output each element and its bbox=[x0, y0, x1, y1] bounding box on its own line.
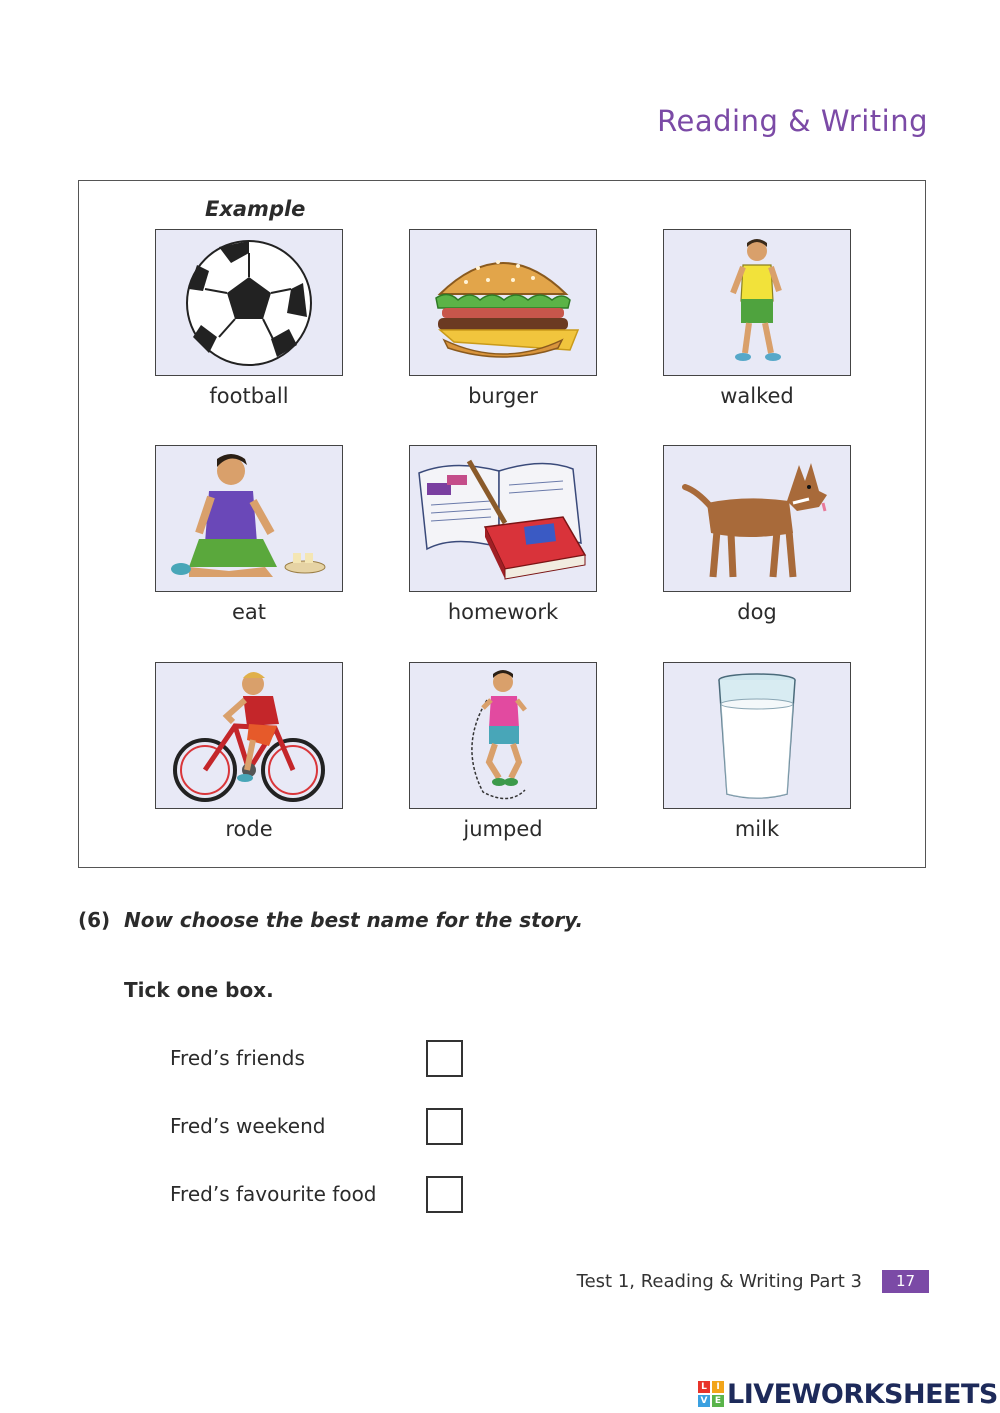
option-label: Fred’s friends bbox=[170, 1046, 305, 1070]
word-label: walked bbox=[720, 384, 794, 408]
word-card-football bbox=[155, 229, 343, 408]
word-label: milk bbox=[734, 817, 780, 841]
page-section-title: Reading & Writing bbox=[657, 104, 928, 138]
footer-section-label: Test 1, Reading & Writing Part 3 bbox=[576, 1271, 862, 1292]
vocabulary-picture-panel bbox=[78, 180, 926, 868]
word-card-homework bbox=[409, 445, 597, 624]
brand-mark-icon bbox=[698, 1381, 724, 1407]
milk-glass-icon bbox=[663, 662, 851, 809]
word-card-jumped bbox=[409, 662, 597, 841]
liveworksheets-logo bbox=[698, 1378, 998, 1410]
brand-mark-letter: V bbox=[698, 1395, 710, 1407]
word-label: eat bbox=[231, 600, 267, 624]
brand-name: LIVEWORKSHEETS bbox=[727, 1378, 998, 1410]
books-icon bbox=[409, 445, 597, 592]
option-freds-friends bbox=[170, 1040, 470, 1078]
word-label: dog bbox=[737, 600, 777, 624]
option-label: Fred’s favourite food bbox=[170, 1182, 377, 1206]
question-number: (6) bbox=[78, 908, 111, 932]
word-card-eat bbox=[155, 445, 343, 624]
walking-boy-icon bbox=[663, 229, 851, 376]
brand-mark-letter: E bbox=[712, 1395, 724, 1407]
eating-boy-icon bbox=[155, 445, 343, 592]
word-label: jumped bbox=[463, 817, 543, 841]
option-freds-weekend bbox=[170, 1108, 470, 1146]
skipping-boy-icon bbox=[409, 662, 597, 809]
page-number-badge: 17 bbox=[882, 1270, 929, 1293]
word-label: rode bbox=[225, 817, 273, 841]
tick-checkbox[interactable] bbox=[426, 1040, 463, 1077]
burger-icon bbox=[409, 229, 597, 376]
word-card-dog bbox=[663, 445, 851, 624]
word-label: homework bbox=[447, 600, 559, 624]
option-label: Fred’s weekend bbox=[170, 1114, 326, 1138]
question-instruction: Tick one box. bbox=[124, 978, 274, 1002]
tick-checkbox[interactable] bbox=[426, 1108, 463, 1145]
question-6 bbox=[78, 908, 583, 932]
word-label: football bbox=[209, 384, 289, 408]
brand-mark-letter: I bbox=[712, 1381, 724, 1393]
word-label: burger bbox=[468, 384, 538, 408]
word-card-milk bbox=[663, 662, 851, 841]
football-icon bbox=[155, 229, 343, 376]
tick-checkbox[interactable] bbox=[426, 1176, 463, 1213]
question-text: Now choose the best name for the story. bbox=[124, 908, 584, 932]
option-freds-favourite-food bbox=[170, 1176, 470, 1214]
word-card-burger bbox=[409, 229, 597, 408]
example-label: Example bbox=[205, 197, 306, 221]
bicycle-boy-icon bbox=[155, 662, 343, 809]
dog-icon bbox=[663, 445, 851, 592]
word-card-walked bbox=[663, 229, 851, 408]
word-card-rode bbox=[155, 662, 343, 841]
brand-mark-letter: L bbox=[698, 1381, 710, 1393]
